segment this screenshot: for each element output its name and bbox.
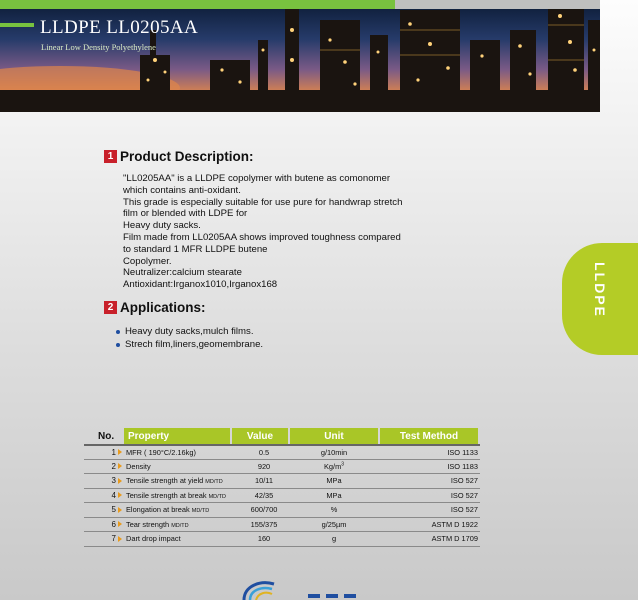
header-banner [0,0,600,112]
header-unit: Unit [290,428,378,444]
test-method-cell: ASTM D 1709 [431,534,478,544]
table-header [84,428,480,444]
arrow-right-icon [118,521,122,527]
page-subtitle: Linear Low Density Polyethylene [41,42,156,52]
arrow-right-icon [118,449,122,455]
description-paragraph: "LL0205AA" is a LLDPE copolymer with butene as comonomer which contains anti-oxidant. This grade is especially suitable for use pure for handwrap stretch film or blended with LDPE for Heavy duty sacks. Film made from LL0205AA shows improved toughness compared to standard 1 MFR LLDPE butene Copolymer. Neutralizer:calcium stearate Antioxidant:Irganox1010,Irganox168 [123,173,403,291]
bullet-icon [116,343,120,347]
row-number: 6 [84,520,124,529]
list-item: Heavy duty sacks,mulch films. [116,326,263,339]
test-method-cell: ASTM D 1922 [431,519,478,529]
value-cell: 42/35 [254,490,274,500]
arrow-right-icon [118,507,122,513]
product-description-text [123,173,433,291]
applications-heading [104,300,206,315]
property-cell: Density [126,461,151,471]
section-title: Applications: [120,300,206,315]
value-cell: 0.5 [258,447,270,457]
bullet-icon [116,330,120,334]
applications-list [116,326,263,351]
header-no: No. [98,430,115,442]
table-row [84,531,480,546]
value-cell: 160 [257,534,271,544]
unit-cell: g [331,534,337,544]
unit-cell: MPa [326,490,342,500]
test-method-cell: ISO 1183 [447,461,478,471]
table-row [84,517,480,532]
arrow-right-icon [118,463,122,469]
list-item: Strech film,liners,geomembrane. [116,339,263,352]
table-row [84,459,480,474]
table-row [84,444,480,459]
product-description-heading [104,149,254,164]
property-cell: Tear strength MD/TD [126,519,189,529]
row-number: 3 [84,476,124,485]
row-number: 4 [84,491,124,500]
top-bar [0,0,600,9]
unit-cell: g/25µm [321,519,347,529]
row-number: 7 [84,534,124,543]
table-row [84,473,480,488]
value-cell: 10/11 [255,476,273,486]
arrow-right-icon [118,536,122,542]
row-number: 1 [84,448,124,457]
unit-cell: MPa [326,476,342,486]
unit-cell: g/10min [320,447,348,457]
test-method-cell: ISO 527 [450,490,478,500]
row-number: 5 [84,505,124,514]
page-title: LLDPE LL0205AA [40,17,199,38]
section-number-badge: 1 [104,150,117,163]
arrow-right-icon [118,478,122,484]
unit-cell: $Kg/m^3$ [323,461,345,471]
table-body [84,444,480,546]
test-method-cell: ISO 527 [450,476,478,486]
property-cell: MFR ( 190°C/2.16kg) [126,447,196,457]
title-accent-line [0,23,34,27]
section-title: Product Description: [120,149,254,164]
header-property: Property [124,428,230,444]
header-value: Value [232,428,288,444]
properties-table [84,428,480,547]
section-number-badge: 2 [104,301,117,314]
property-cell: Tensile strength at break MD/TD [126,490,227,500]
table-row [84,502,480,517]
property-cell: Elongation at break MD/TD [126,505,210,515]
header-test-method: Test Method [380,428,478,444]
property-cell: Tensile strength at yield MD/TD [126,476,223,486]
table-row [84,488,480,503]
test-method-cell: ISO 1133 [447,447,478,457]
row-number: 2 [84,462,124,471]
property-cell: Dart drop impact [126,534,181,544]
value-cell: 920 [257,461,271,471]
company-logo-icon [238,578,368,600]
value-cell: 600/700 [250,505,278,515]
unit-cell: % [330,505,338,515]
test-method-cell: ISO 527 [450,505,478,515]
value-cell: 155/375 [250,519,278,529]
side-tab-label: LLDPE [592,262,608,318]
arrow-right-icon [118,492,122,498]
